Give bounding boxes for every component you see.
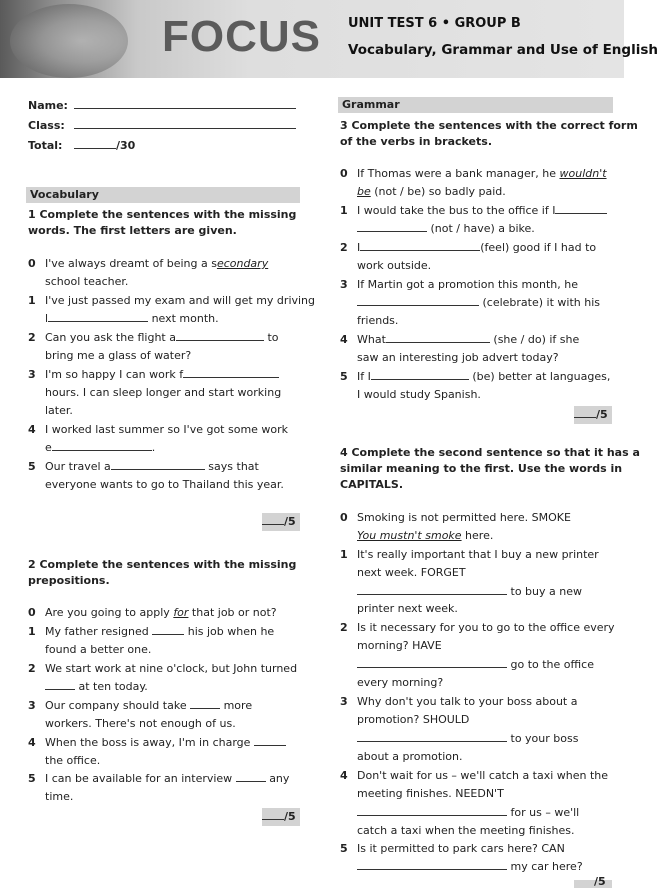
item-number: 0	[28, 606, 36, 619]
item-number: 3	[28, 699, 36, 712]
ex4-item-1-cont: next week. FORGET	[357, 566, 466, 579]
ex1-item-3: I'm so happy I can work f	[45, 366, 279, 384]
item-number: 4	[340, 333, 348, 346]
total-field[interactable]	[74, 136, 116, 149]
ex3-item-5-cont: I would study Spanish.	[357, 388, 481, 401]
answer-blank[interactable]	[357, 294, 479, 306]
ex3-item-0-cont: be (not / be) so badly paid.	[357, 185, 506, 198]
ex4-item-3-cont: promotion? SHOULD	[357, 713, 470, 726]
grammar-section-bar: Grammar	[338, 97, 613, 113]
ex4-item-1: It's really important that I buy a new printer	[357, 548, 599, 561]
ex4-item-4-ans-cont: catch a taxi when the meeting finishes.	[357, 824, 575, 837]
item-number: 4	[340, 769, 348, 782]
ex4-item-2: Is it necessary for you to go to the office every	[357, 621, 615, 634]
answer-blank[interactable]	[357, 858, 507, 870]
class-field[interactable]	[74, 116, 296, 129]
item-number: 1	[28, 625, 36, 638]
ex2-item-1-cont: found a better one.	[45, 643, 152, 656]
ex2-item-1: My father resigned his job when he	[45, 625, 275, 638]
item-number: 3	[340, 695, 348, 708]
ex4-title-3: CAPITALS.	[340, 478, 404, 491]
ex1-item-3-cont2: later.	[45, 404, 73, 417]
ex4-score: /5	[594, 875, 606, 888]
ex4-item-4-ans: for us – we'll	[357, 804, 579, 822]
test-subtitle: Vocabulary, Grammar and Use of English	[348, 42, 658, 58]
answer-blank[interactable]	[190, 697, 220, 709]
ex4-item-0: Smoking is not permitted here. SMOKE	[357, 511, 571, 524]
item-number: 5	[28, 460, 36, 473]
ex4-item-4-cont: meeting finishes. NEEDN'T	[357, 787, 504, 800]
item-number: 0	[340, 167, 348, 180]
ex2-item-3: Our company should take more	[45, 699, 253, 712]
item-number: 1	[340, 204, 348, 217]
logo-graphic	[10, 4, 128, 78]
ex1-item-1-cont: l next month.	[45, 312, 219, 325]
focus-logo: FOCUS	[162, 12, 321, 61]
answer-blank[interactable]	[357, 656, 507, 668]
ex2-item-5: I can be available for an interview any	[45, 772, 290, 785]
ex4-item-0-ans: You mustn't smoke here.	[357, 529, 494, 542]
ex4-item-3-ans: to your boss	[357, 730, 578, 748]
answer-blank[interactable]	[371, 368, 469, 380]
ex4-item-3: Why don't you talk to your boss about a	[357, 695, 578, 708]
item-number: 2	[28, 662, 36, 675]
ex1-item-1: I've just passed my exam and will get my driving	[45, 294, 316, 307]
ex4-title: 4 Complete the second sentence so that it has a	[340, 446, 640, 459]
ex4-item-2-ans: go to the office	[357, 656, 594, 674]
answer-blank[interactable]	[52, 439, 152, 451]
answer-blank[interactable]	[555, 202, 607, 214]
item-number: 3	[28, 368, 36, 381]
item-number: 0	[340, 511, 348, 524]
ex1-item-0-cont: school teacher.	[45, 275, 129, 288]
ex3-title: 3 Complete the sentences with the correct form	[340, 119, 638, 132]
answer-blank[interactable]	[357, 583, 507, 595]
ex4-item-1-ans-cont: printer next week.	[357, 602, 458, 615]
score-blank[interactable]	[262, 513, 284, 525]
header-banner	[0, 0, 658, 78]
ex1-title: 1 Complete the sentences with the missing	[28, 208, 297, 221]
item-number: 1	[340, 548, 348, 561]
item-number: 2	[340, 621, 348, 634]
ex2-title: 2 Complete the sentences with the missing	[28, 558, 297, 571]
ex3-item-1: I would take the bus to the office if I	[357, 202, 607, 220]
name-field[interactable]	[74, 96, 296, 109]
score-box	[574, 880, 612, 888]
ex2-item-2-cont: at ten today.	[45, 678, 148, 696]
ex1-score: /5	[262, 513, 296, 531]
ex4-item-2-cont: morning? HAVE	[357, 639, 442, 652]
ex1-item-2: Can you ask the flight a to	[45, 331, 279, 344]
ex3-item-2: I (feel) good if I had to	[357, 241, 597, 254]
item-number: 4	[28, 736, 36, 749]
ex1-item-5-cont: everyone wants to go to Thailand this year.	[45, 478, 284, 491]
ex2-score: /5	[262, 808, 296, 826]
answer-blank[interactable]	[357, 804, 507, 816]
ex4-item-3-ans-cont: about a promotion.	[357, 750, 463, 763]
ex3-item-3-cont: (celebrate) it with his	[357, 294, 600, 312]
item-number: 5	[340, 842, 348, 855]
answer-blank[interactable]	[357, 220, 427, 232]
answer-blank[interactable]	[152, 623, 184, 635]
ex3-score: /5	[574, 406, 608, 424]
ex1-item-4: I worked last summer so I've got some work	[45, 423, 289, 436]
answer-blank[interactable]	[176, 329, 264, 341]
answer-blank[interactable]	[386, 331, 490, 343]
unit-title: UNIT TEST 6 • GROUP B	[348, 16, 521, 31]
name-label: Name:	[28, 99, 68, 112]
score-blank[interactable]	[574, 406, 596, 418]
ex3-item-3-cont2: friends.	[357, 314, 399, 327]
ex2-item-0: Are you going to apply for that job or not?	[45, 606, 277, 619]
ex4-item-2-ans-cont: every morning?	[357, 676, 444, 689]
ex1-title-2: words. The first letters are given.	[28, 224, 237, 237]
item-number: 5	[28, 772, 36, 785]
answer-blank[interactable]	[360, 239, 480, 251]
ex3-title-2: of the verbs in brackets.	[340, 135, 492, 148]
item-number: 2	[340, 241, 348, 254]
ex3-item-4: What (she / do) if she	[357, 333, 580, 346]
answer-blank[interactable]	[45, 678, 75, 690]
ex4-item-1-ans: to buy a new	[357, 583, 582, 601]
item-number: 3	[340, 278, 348, 291]
answer-blank[interactable]	[357, 730, 507, 742]
ex3-item-0: If Thomas were a bank manager, he wouldn't	[357, 167, 607, 180]
answer-blank[interactable]	[48, 310, 148, 322]
class-label: Class:	[28, 119, 65, 132]
ex3-item-2-cont: work outside.	[357, 259, 432, 272]
ex2-title-2: prepositions.	[28, 574, 110, 587]
ex1-item-0: I've always dreamt of being a secondary	[45, 257, 269, 270]
ex2-item-3-cont: workers. There's not enough of us.	[45, 717, 236, 730]
answer-blank[interactable]	[236, 770, 266, 782]
ex2-item-4: When the boss is away, I'm in charge	[45, 734, 286, 752]
ex1-item-4-cont: e .	[45, 441, 156, 454]
ex3-item-3: If Martin got a promotion this month, he	[357, 278, 578, 291]
answer-blank[interactable]	[111, 458, 205, 470]
item-number: 2	[28, 331, 36, 344]
item-number: 5	[340, 370, 348, 383]
ex1-item-3-cont: hours. I can sleep longer and start working	[45, 386, 282, 399]
item-number: 4	[28, 423, 36, 436]
answer-blank[interactable]	[254, 734, 286, 746]
score-blank[interactable]	[262, 808, 284, 820]
ex1-item-2-cont: bring me a glass of water?	[45, 349, 192, 362]
ex2-item-4-cont: the office.	[45, 754, 101, 767]
ex2-item-2: We start work at nine o'clock, but John turned	[45, 662, 298, 675]
ex3-item-4-cont: saw an interesting job advert today?	[357, 351, 559, 364]
ex3-item-1-cont: (not / have) a bike.	[357, 220, 535, 238]
vocabulary-section-bar: Vocabulary	[26, 187, 300, 203]
ex3-item-5: If I (be) better at languages,	[357, 370, 611, 383]
ex4-item-5: Is it permitted to park cars here? CAN	[357, 842, 565, 855]
answer-blank[interactable]	[183, 366, 279, 378]
item-number: 1	[28, 294, 36, 307]
ex4-item-4: Don't wait for us – we'll catch a taxi when the	[357, 769, 609, 782]
ex4-title-2: similar meaning to the first. Use the words in	[340, 462, 623, 475]
ex4-item-5-ans: my car here?	[357, 858, 583, 876]
item-number: 0	[28, 257, 36, 270]
ex1-item-5: Our travel a says that	[45, 460, 259, 473]
total-max: /30	[116, 139, 136, 152]
ex2-item-5-cont: time.	[45, 790, 74, 803]
total-label: Total:	[28, 139, 63, 152]
